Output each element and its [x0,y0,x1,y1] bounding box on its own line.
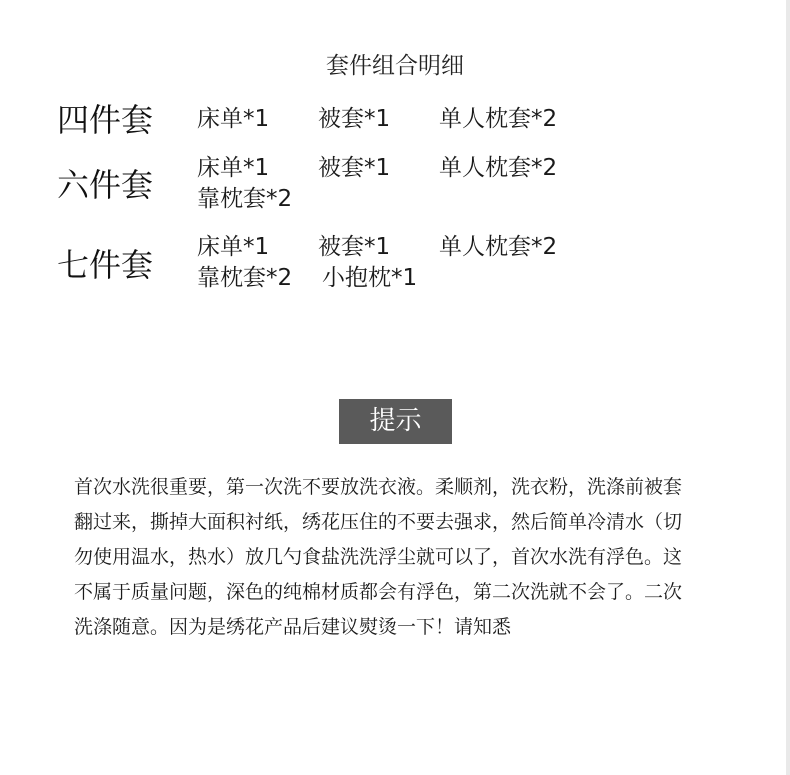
set-item: 小抱枕*1 [322,265,418,291]
set-name-six-piece: 六件套 [57,166,154,204]
tips-text-line: 翻过来，撕掉大面积衬纸，绣花压住的不要去强求，然后简单冷清水（切 [74,511,683,533]
set-item: 靠枕套*2 [197,186,293,212]
page-edge-divider [786,0,790,775]
tips-text-line: 首次水洗很重要，第一次洗不要放洗衣液。柔顺剂，洗衣粉，洗涤前被套 [74,476,683,498]
set-item: 床单*1 [197,106,270,132]
set-item: 床单*1 [197,234,270,260]
set-name-seven-piece: 七件套 [57,246,154,284]
set-item: 单人枕套*2 [439,234,558,260]
set-name-four-piece: 四件套 [57,101,154,139]
tips-text-line: 洗涤随意。因为是绣花产品后建议熨烫一下！请知悉 [74,616,512,638]
tips-text-line: 勿使用温水，热水）放几勺食盐洗洗浮尘就可以了，首次水洗有浮色。这 [74,546,683,568]
set-item: 被套*1 [318,155,391,181]
set-item: 床单*1 [197,155,270,181]
set-item: 被套*1 [318,106,391,132]
set-item: 单人枕套*2 [439,106,558,132]
set-item: 被套*1 [318,234,391,260]
set-item: 单人枕套*2 [439,155,558,181]
tips-text-line: 不属于质量问题，深色的纯棉材质都会有浮色，第二次洗就不会了。二次 [74,581,683,603]
set-item: 靠枕套*2 [197,265,293,291]
section-title: 套件组合明细 [326,53,464,79]
tips-heading-badge: 提示 [339,399,452,444]
